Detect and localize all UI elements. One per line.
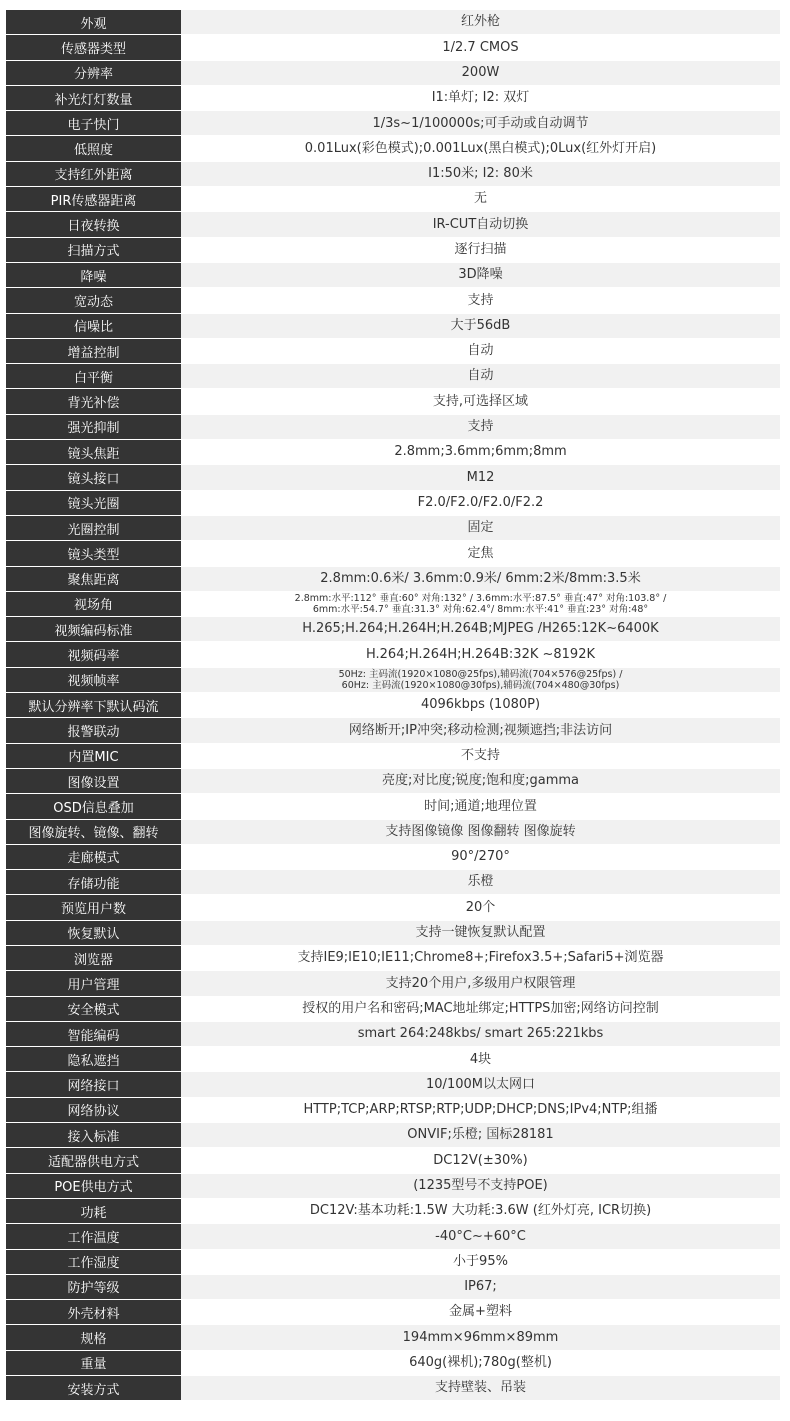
- spec-label: 走廊模式: [6, 845, 181, 870]
- spec-value: [181, 1199, 780, 1224]
- spec-row: [6, 440, 780, 465]
- spec-row: [6, 238, 780, 263]
- spec-row: [6, 567, 780, 592]
- spec-value: [181, 997, 780, 1022]
- spec-row: [6, 1022, 780, 1047]
- spec-value: [181, 136, 780, 161]
- spec-value: [181, 86, 780, 111]
- spec-row: [6, 415, 780, 440]
- spec-value-line: DC12V:基本功耗:1.5W 大功耗:3.6W (红外灯亮, ICR切换): [309, 1203, 652, 1219]
- spec-value-line: 2.8mm;3.6mm;6mm;8mm: [394, 444, 567, 460]
- spec-value-line: -40°C~+60°C: [435, 1228, 526, 1244]
- spec-value: [181, 314, 780, 339]
- spec-value-line: 支持,可选择区域: [432, 393, 529, 409]
- spec-value: [181, 364, 780, 389]
- spec-row: [6, 895, 780, 920]
- spec-row: [6, 870, 780, 895]
- spec-value-line: 2.8mm:0.6米/ 3.6mm:0.9米/ 6mm:2米/8mm:3.5米: [320, 570, 641, 586]
- spec-value: [181, 946, 780, 971]
- spec-value: [181, 921, 780, 946]
- spec-value-line: 小于95%: [453, 1253, 508, 1269]
- spec-value-line: 网络断开;IP冲突;移动检测;视频遮挡;非法访问: [348, 722, 613, 738]
- spec-label: 视频帧率: [6, 668, 181, 693]
- spec-label: 背光补偿: [6, 389, 181, 414]
- spec-row: [6, 35, 780, 60]
- spec-row: [6, 617, 780, 642]
- spec-label: OSD信息叠加: [6, 794, 181, 819]
- spec-row: [6, 541, 780, 566]
- spec-label: 白平衡: [6, 364, 181, 389]
- spec-value-line: 支持: [467, 419, 494, 435]
- spec-value: [181, 440, 780, 465]
- spec-row: [6, 971, 780, 996]
- spec-value-line: I1:50米; I2: 80米: [428, 166, 533, 182]
- spec-row: [6, 61, 780, 86]
- spec-row: [6, 1072, 780, 1097]
- spec-row: [6, 693, 780, 718]
- spec-value-line: 乐橙: [467, 874, 494, 890]
- spec-value: [181, 1275, 780, 1300]
- spec-value-line: smart 264:248kbs/ smart 265:221kbs: [357, 1026, 604, 1042]
- spec-row: [6, 592, 780, 617]
- spec-value: [181, 1351, 780, 1376]
- spec-value-line: 红外枪: [460, 14, 500, 30]
- spec-value: [181, 263, 780, 288]
- spec-label: 强光抑制: [6, 415, 181, 440]
- spec-label: 智能编码: [6, 1022, 181, 1047]
- spec-value-line: 640g(裸机);780g(整机): [409, 1355, 552, 1371]
- spec-row: [6, 389, 780, 414]
- spec-label: 规格: [6, 1325, 181, 1350]
- spec-label: 增益控制: [6, 339, 181, 364]
- spec-value: [181, 567, 780, 592]
- spec-row: [6, 491, 780, 516]
- spec-value-line: DC12V(±30%): [433, 1152, 528, 1168]
- spec-value: [181, 465, 780, 490]
- spec-row: [6, 288, 780, 313]
- spec-row: [6, 364, 780, 389]
- spec-row: [6, 1351, 780, 1376]
- spec-value: [181, 1250, 780, 1275]
- spec-value-line: 20个: [465, 899, 496, 915]
- spec-value-line: 亮度;对比度;锐度;饱和度;gamma: [381, 773, 580, 789]
- spec-label: 存储功能: [6, 870, 181, 895]
- spec-label: 日夜转换: [6, 212, 181, 237]
- spec-value-line: H.265;H.264;H.264H;H.264B;MJPEG /H265:12K~6400K: [302, 621, 659, 637]
- spec-value: [181, 1072, 780, 1097]
- spec-value: [181, 61, 780, 86]
- spec-label: 默认分辨率下默认码流: [6, 693, 181, 718]
- spec-value: [181, 1325, 780, 1350]
- spec-value: [181, 794, 780, 819]
- spec-label: 内置MIC: [6, 744, 181, 769]
- spec-value-line: F2.0/F2.0/F2.0/F2.2: [417, 494, 544, 510]
- spec-label: 适配器供电方式: [6, 1148, 181, 1173]
- spec-row: [6, 314, 780, 339]
- spec-value-line: 支持壁装、吊装: [434, 1380, 526, 1396]
- spec-value-line: 194mm×96mm×89mm: [402, 1329, 559, 1345]
- spec-value: [181, 288, 780, 313]
- spec-value-line: 自动: [467, 368, 494, 384]
- spec-label: 安全模式: [6, 997, 181, 1022]
- spec-value-line: ONVIF;乐橙; 国标28181: [407, 1127, 554, 1143]
- spec-row: [6, 1123, 780, 1148]
- spec-value: [181, 718, 780, 743]
- spec-table: [6, 10, 780, 1401]
- spec-value-line: 0.01Lux(彩色模式);0.001Lux(黑白模式);0Lux(红外灯开启): [304, 140, 657, 156]
- spec-label: 报警联动: [6, 718, 181, 743]
- spec-label: 光圈控制: [6, 516, 181, 541]
- spec-value: [181, 642, 780, 667]
- spec-value: [181, 1022, 780, 1047]
- spec-row: [6, 10, 780, 35]
- spec-value-line: 90°/270°: [451, 849, 510, 865]
- spec-value: [181, 820, 780, 845]
- spec-row: [6, 1224, 780, 1249]
- spec-label: 安装方式: [6, 1376, 181, 1401]
- spec-row: [6, 1098, 780, 1123]
- spec-label: 分辨率: [6, 61, 181, 86]
- spec-value: [181, 1098, 780, 1123]
- spec-value-line: 60Hz: 主码流(1920×1080@30fps),辅码流(704×480@30fps): [341, 679, 620, 691]
- spec-value: [181, 35, 780, 60]
- spec-label: 镜头类型: [6, 541, 181, 566]
- spec-value: [181, 769, 780, 794]
- spec-row: [6, 86, 780, 111]
- spec-value-line: 10/100M以太网口: [426, 1076, 535, 1092]
- spec-value-line: 6mm:水平:54.7° 垂直:31.3° 对角:62.4°/ 8mm:水平:41° 垂直:23° 对角:48°: [312, 603, 649, 615]
- spec-value-line: 2.8mm:水平:112° 垂直:60° 对角:132° / 3.6mm:水平:87.5° 垂直:47° 对角:103.8° /: [294, 592, 667, 604]
- spec-row: [6, 339, 780, 364]
- spec-row: [6, 187, 780, 212]
- spec-value-line: 时间;通道;地理位置: [424, 798, 537, 814]
- spec-label: 低照度: [6, 136, 181, 161]
- spec-label: 镜头接口: [6, 465, 181, 490]
- spec-row: [6, 946, 780, 971]
- spec-label: 图像设置: [6, 769, 181, 794]
- spec-value-line: 逐行扫描: [454, 242, 507, 257]
- spec-row: [6, 263, 780, 288]
- spec-value: [181, 541, 780, 566]
- spec-value: [181, 693, 780, 718]
- spec-label: 网络接口: [6, 1072, 181, 1097]
- spec-row: [6, 642, 780, 667]
- spec-row: [6, 845, 780, 870]
- spec-value: [181, 592, 780, 617]
- spec-label: 降噪: [6, 263, 181, 288]
- spec-value: [181, 111, 780, 136]
- spec-value-line: IP67;: [464, 1279, 497, 1295]
- spec-value-line: 1/3s~1/100000s;可手动或自动调节: [372, 115, 589, 131]
- spec-value-line: 定焦: [467, 545, 494, 561]
- spec-value-line: 授权的用户名和密码;MAC地址绑定;HTTPS加密;网络访问控制: [302, 1000, 659, 1016]
- spec-row: [6, 1047, 780, 1072]
- spec-row: [6, 1174, 780, 1199]
- spec-value-line: 金属+塑料: [449, 1304, 512, 1320]
- spec-value: [181, 162, 780, 187]
- spec-label: 聚焦距离: [6, 567, 181, 592]
- spec-value-line: 1/2.7 CMOS: [442, 39, 519, 55]
- spec-value-line: 大于56dB: [450, 317, 511, 333]
- spec-value: [181, 744, 780, 769]
- spec-value: [181, 491, 780, 516]
- spec-value-line: 3D降噪: [458, 267, 503, 283]
- spec-value: [181, 870, 780, 895]
- spec-value: [181, 1376, 780, 1401]
- spec-value-line: 4096kbps (1080P): [420, 697, 541, 713]
- spec-row: [6, 1275, 780, 1300]
- spec-row: [6, 794, 780, 819]
- spec-row: [6, 1300, 780, 1325]
- spec-label: 网络协议: [6, 1098, 181, 1123]
- spec-row: [6, 1325, 780, 1350]
- spec-label: 外观: [6, 10, 181, 35]
- spec-value-line: M12: [466, 469, 495, 485]
- spec-value-line: 200W: [461, 64, 500, 80]
- spec-value-line: I1:单灯; I2: 双灯: [431, 90, 530, 106]
- spec-value-line: 50Hz: 主码流(1920×1080@25fps),辅码流(704×576@25fps) /: [338, 668, 623, 680]
- spec-value-line: 支持一键恢复默认配置: [415, 925, 546, 941]
- spec-value: [181, 617, 780, 642]
- spec-label: 恢复默认: [6, 921, 181, 946]
- spec-label: 预览用户数: [6, 895, 181, 920]
- spec-row: [6, 1250, 780, 1275]
- spec-value: [181, 971, 780, 996]
- spec-value: [181, 339, 780, 364]
- spec-value-line: 不支持: [460, 747, 500, 763]
- spec-row: [6, 921, 780, 946]
- spec-value: [181, 1300, 780, 1325]
- spec-value-line: 支持图像镜像 图像翻转 图像旋转: [385, 823, 576, 839]
- spec-label: 隐私遮挡: [6, 1047, 181, 1072]
- spec-label: 传感器类型: [6, 35, 181, 60]
- spec-value: [181, 845, 780, 870]
- spec-label: 视场角: [6, 592, 181, 617]
- spec-value: [181, 238, 780, 263]
- spec-value-line: HTTP;TCP;ARP;RTSP;RTP;UDP;DHCP;DNS;IPv4;NTP;组播: [303, 1102, 658, 1118]
- spec-label: 扫描方式: [6, 238, 181, 263]
- spec-value-line: 无: [473, 191, 487, 207]
- spec-row: [6, 162, 780, 187]
- spec-label: POE供电方式: [6, 1174, 181, 1199]
- spec-row: [6, 1199, 780, 1224]
- spec-row: [6, 718, 780, 743]
- spec-label: 宽动态: [6, 288, 181, 313]
- spec-value-line: 支持20个用户,多级用户权限管理: [385, 975, 576, 991]
- spec-label: 视频码率: [6, 642, 181, 667]
- spec-value: [181, 10, 780, 35]
- spec-value-line: 自动: [467, 343, 494, 359]
- spec-row: [6, 136, 780, 161]
- spec-value: [181, 1224, 780, 1249]
- spec-row: [6, 769, 780, 794]
- spec-label: 外壳材料: [6, 1300, 181, 1325]
- spec-label: 用户管理: [6, 971, 181, 996]
- spec-value-line: 支持: [467, 292, 494, 308]
- spec-value: [181, 668, 780, 693]
- spec-label: 视频编码标准: [6, 617, 181, 642]
- spec-label: 图像旋转、镜像、翻转: [6, 820, 181, 845]
- spec-row: [6, 997, 780, 1022]
- spec-value: [181, 212, 780, 237]
- spec-value-line: 4块: [469, 1051, 492, 1067]
- spec-row: [6, 1148, 780, 1173]
- spec-label: 补光灯灯数量: [6, 86, 181, 111]
- spec-label: 重量: [6, 1351, 181, 1376]
- spec-value-line: 支持IE9;IE10;IE11;Chrome8+;Firefox3.5+;Safari5+浏览器: [297, 950, 664, 966]
- spec-row: [6, 516, 780, 541]
- spec-value-line: H.264;H.264H;H.264B:32K ~8192K: [365, 646, 595, 662]
- spec-value: [181, 187, 780, 212]
- spec-row: [6, 668, 780, 693]
- spec-value-line: IR-CUT自动切换: [432, 216, 529, 232]
- spec-value-line: (1235型号不支持POE): [413, 1177, 548, 1193]
- spec-row: [6, 820, 780, 845]
- spec-label: 功耗: [6, 1199, 181, 1224]
- spec-row: [6, 465, 780, 490]
- spec-label: 工作湿度: [6, 1250, 181, 1275]
- spec-label: 支持红外距离: [6, 162, 181, 187]
- spec-row: [6, 1376, 780, 1401]
- spec-label: PIR传感器距离: [6, 187, 181, 212]
- spec-row: [6, 212, 780, 237]
- spec-label: 浏览器: [6, 946, 181, 971]
- spec-value: [181, 1123, 780, 1148]
- spec-label: 防护等级: [6, 1275, 181, 1300]
- spec-label: 信噪比: [6, 314, 181, 339]
- spec-row: [6, 111, 780, 136]
- spec-label: 工作温度: [6, 1224, 181, 1249]
- spec-label: 接入标准: [6, 1123, 181, 1148]
- spec-value: [181, 516, 780, 541]
- spec-value-line: 固定: [467, 520, 494, 536]
- spec-label: 镜头焦距: [6, 440, 181, 465]
- spec-value: [181, 389, 780, 414]
- spec-value: [181, 895, 780, 920]
- spec-value: [181, 415, 780, 440]
- spec-label: 电子快门: [6, 111, 181, 136]
- spec-value: [181, 1148, 780, 1173]
- spec-row: [6, 744, 780, 769]
- spec-label: 镜头光圈: [6, 491, 181, 516]
- spec-value: [181, 1174, 780, 1199]
- spec-value: [181, 1047, 780, 1072]
